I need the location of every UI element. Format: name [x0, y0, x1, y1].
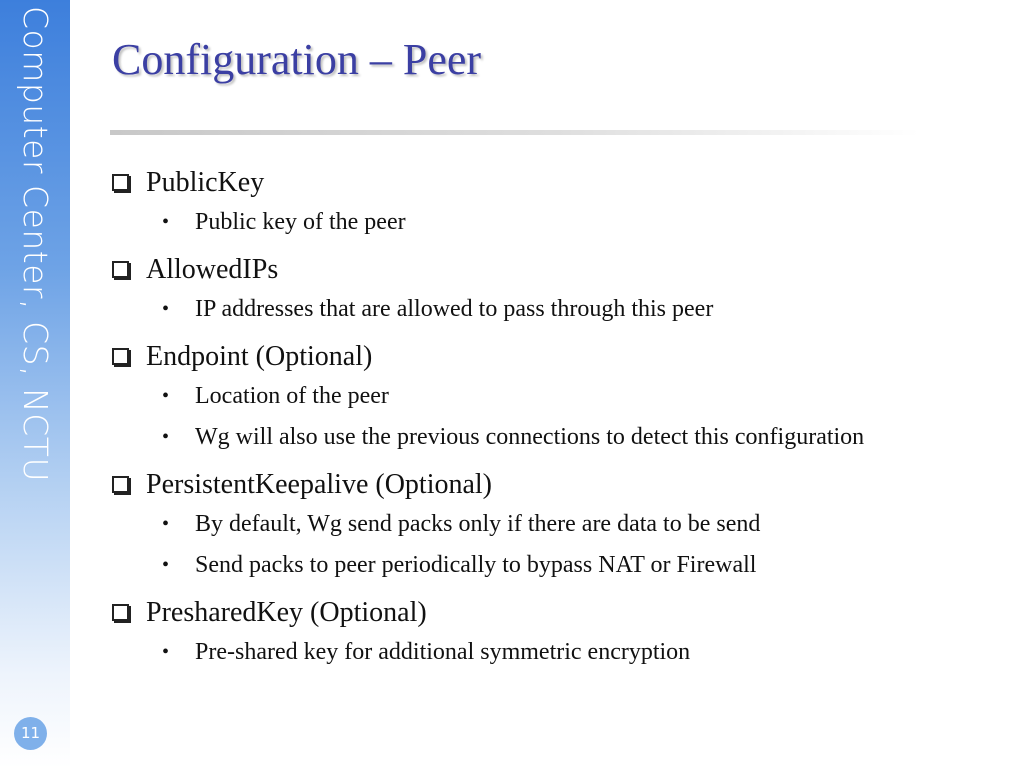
list-item-header [112, 594, 992, 632]
sub-item-text: Pre-shared key for additional symmetric encryption [195, 639, 691, 665]
list-item [112, 251, 992, 330]
list-item-label: AllowedIPs [146, 254, 279, 285]
sub-item [112, 289, 992, 330]
page-number-badge: 11 [14, 717, 47, 750]
checkbox-bullet-icon [112, 348, 129, 365]
sub-item-text: Public key of the peer [195, 209, 406, 235]
bullet-dot-icon: • [162, 426, 170, 448]
bullet-list [112, 164, 992, 673]
sub-item-text: Send packs to peer periodically to bypass NAT or Firewall [195, 552, 757, 578]
sub-item [112, 202, 992, 243]
list-item-header [112, 338, 992, 376]
list-item [112, 164, 992, 243]
checkbox-bullet-icon [112, 174, 129, 191]
bullet-dot-icon: • [162, 554, 170, 576]
sub-item [112, 504, 992, 545]
sub-item [112, 417, 992, 458]
list-item [112, 338, 992, 458]
list-item-label: PersistentKeepalive (Optional) [146, 469, 493, 500]
title-divider [110, 130, 920, 135]
sidebar [0, 0, 70, 768]
checkbox-bullet-icon [112, 261, 129, 278]
sub-item-text: Location of the peer [195, 383, 389, 409]
bullet-dot-icon: • [162, 211, 170, 233]
page-title: Configuration – Peer [112, 35, 482, 84]
checkbox-bullet-icon [112, 604, 129, 621]
list-item-label: PresharedKey (Optional) [146, 597, 427, 628]
sub-item [112, 632, 992, 673]
list-item-label: Endpoint (Optional) [146, 341, 373, 372]
list-item-label: PublicKey [146, 167, 265, 198]
checkbox-bullet-icon [112, 476, 129, 493]
list-item-header [112, 466, 992, 504]
list-item-header [112, 251, 992, 289]
list-item [112, 594, 992, 673]
sub-item [112, 376, 992, 417]
bullet-dot-icon: • [162, 385, 170, 407]
list-item [112, 466, 992, 586]
sidebar-caption: Computer Center, CS, NCTU [16, 6, 55, 483]
sub-item-text: By default, Wg send packs only if there are data to be send [195, 511, 761, 537]
sub-item-text: Wg will also use the previous connections to detect this configuration [195, 424, 865, 450]
bullet-dot-icon: • [162, 641, 170, 663]
sub-item-text: IP addresses that are allowed to pass through this peer [195, 296, 714, 322]
sub-item [112, 545, 992, 586]
bullet-dot-icon: • [162, 513, 170, 535]
list-item-header [112, 164, 992, 202]
bullet-dot-icon: • [162, 298, 170, 320]
